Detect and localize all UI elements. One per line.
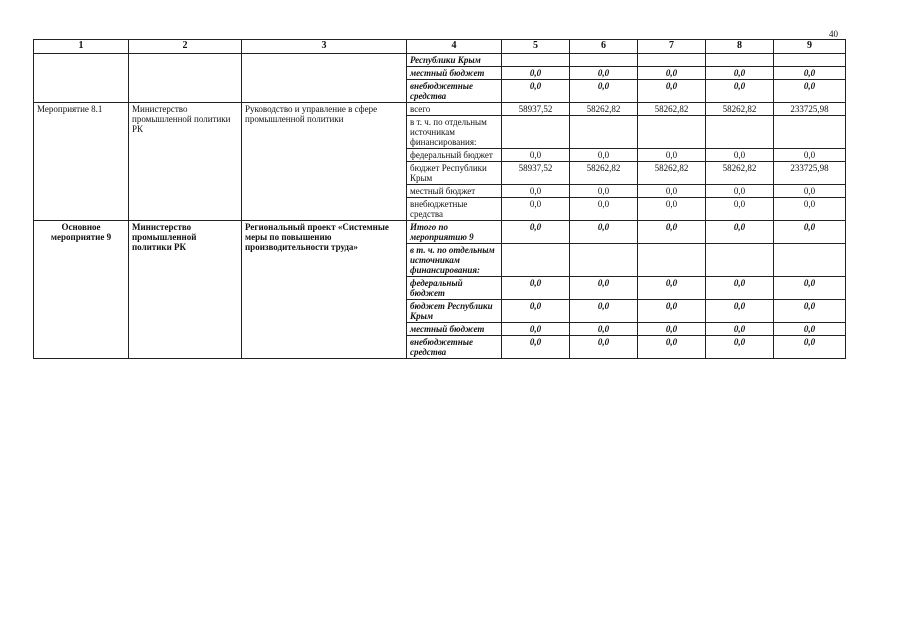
value-cell: 58262,82 — [706, 162, 774, 185]
value-cell: 0,0 — [774, 323, 846, 336]
value-cell: 58262,82 — [638, 103, 706, 116]
value-cell: 0,0 — [570, 323, 638, 336]
value-cell: 0,0 — [570, 80, 638, 103]
header-cell: 6 — [570, 40, 638, 54]
value-cell: 233725,98 — [774, 103, 846, 116]
value-cell: 0,0 — [570, 300, 638, 323]
source-cell: федеральный бюджет — [407, 149, 502, 162]
value-cell — [774, 54, 846, 67]
measure-executor-cell: Министерство промышленной политики РК — [129, 103, 242, 221]
value-cell: 0,0 — [570, 149, 638, 162]
value-cell: 0,0 — [502, 277, 570, 300]
value-cell: 0,0 — [638, 185, 706, 198]
source-cell: внебюджетные средства — [407, 80, 502, 103]
value-cell — [706, 244, 774, 277]
value-cell: 58937,52 — [502, 103, 570, 116]
source-cell: Итого по мероприятию 9 — [407, 221, 502, 244]
value-cell — [502, 244, 570, 277]
main-measure-name-cell: Основное мероприятие 9 — [34, 221, 129, 359]
source-cell: в т. ч. по отдельным источникам финансирования: — [407, 244, 502, 277]
value-cell — [706, 54, 774, 67]
value-cell — [570, 54, 638, 67]
continuation-title-cell — [242, 54, 407, 103]
value-cell: 0,0 — [774, 300, 846, 323]
value-cell: 58937,52 — [502, 162, 570, 185]
header-cell: 3 — [242, 40, 407, 54]
value-cell: 0,0 — [638, 277, 706, 300]
header-cell: 7 — [638, 40, 706, 54]
value-cell: 0,0 — [502, 323, 570, 336]
page-number: 40 — [829, 29, 838, 39]
value-cell: 0,0 — [774, 185, 846, 198]
value-cell: 0,0 — [570, 198, 638, 221]
header-cell: 2 — [129, 40, 242, 54]
header-cell: 1 — [34, 40, 129, 54]
value-cell: 0,0 — [774, 80, 846, 103]
value-cell: 0,0 — [706, 67, 774, 80]
value-cell: 0,0 — [502, 221, 570, 244]
source-cell: местный бюджет — [407, 67, 502, 80]
table-row — [34, 221, 846, 244]
header-cell: 4 — [407, 40, 502, 54]
value-cell: 0,0 — [638, 221, 706, 244]
value-cell: 0,0 — [774, 198, 846, 221]
value-cell — [502, 54, 570, 67]
value-cell: 0,0 — [638, 67, 706, 80]
value-cell: 0,0 — [706, 185, 774, 198]
value-cell: 0,0 — [638, 149, 706, 162]
measure-name-cell: Мероприятие 8.1 — [34, 103, 129, 221]
value-cell: 0,0 — [502, 149, 570, 162]
value-cell: 0,0 — [774, 221, 846, 244]
header-row — [34, 40, 846, 54]
value-cell: 0,0 — [502, 185, 570, 198]
value-cell: 0,0 — [502, 300, 570, 323]
value-cell: 58262,82 — [570, 162, 638, 185]
value-cell: 0,0 — [774, 149, 846, 162]
value-cell — [774, 244, 846, 277]
value-cell — [774, 116, 846, 149]
value-cell — [638, 116, 706, 149]
value-cell: 0,0 — [774, 67, 846, 80]
value-cell: 0,0 — [638, 300, 706, 323]
value-cell: 0,0 — [638, 80, 706, 103]
value-cell: 0,0 — [502, 198, 570, 221]
value-cell: 0,0 — [638, 323, 706, 336]
value-cell: 0,0 — [570, 221, 638, 244]
value-cell: 58262,82 — [570, 103, 638, 116]
value-cell: 0,0 — [706, 323, 774, 336]
source-cell: местный бюджет — [407, 185, 502, 198]
value-cell — [638, 244, 706, 277]
source-cell: Республики Крым — [407, 54, 502, 67]
value-cell: 58262,82 — [706, 103, 774, 116]
table-row — [34, 54, 846, 67]
header-cell: 9 — [774, 40, 846, 54]
value-cell — [638, 54, 706, 67]
value-cell: 0,0 — [774, 336, 846, 359]
main-measure-executor-cell: Министерство промышленной политики РК — [129, 221, 242, 359]
value-cell: 0,0 — [502, 67, 570, 80]
value-cell — [502, 116, 570, 149]
value-cell: 0,0 — [706, 221, 774, 244]
value-cell: 0,0 — [706, 149, 774, 162]
value-cell: 0,0 — [706, 198, 774, 221]
continuation-name-cell — [34, 54, 129, 103]
value-cell: 233725,98 — [774, 162, 846, 185]
value-cell: 58262,82 — [638, 162, 706, 185]
measure-title-cell: Руководство и управление в сфере промышленной политики — [242, 103, 407, 221]
value-cell: 0,0 — [570, 185, 638, 198]
value-cell: 0,0 — [570, 336, 638, 359]
header-cell: 8 — [706, 40, 774, 54]
value-cell: 0,0 — [570, 67, 638, 80]
value-cell: 0,0 — [570, 277, 638, 300]
source-cell: федеральный бюджет — [407, 277, 502, 300]
source-cell: в т. ч. по отдельным источникам финансирования: — [407, 116, 502, 149]
value-cell: 0,0 — [774, 277, 846, 300]
table-row — [34, 103, 846, 116]
value-cell — [706, 116, 774, 149]
source-cell: внебюджетные средства — [407, 198, 502, 221]
header-cell: 5 — [502, 40, 570, 54]
value-cell: 0,0 — [638, 198, 706, 221]
value-cell: 0,0 — [502, 80, 570, 103]
source-cell: всего — [407, 103, 502, 116]
source-cell: местный бюджет — [407, 323, 502, 336]
budget-table — [33, 39, 846, 359]
continuation-executor-cell — [129, 54, 242, 103]
value-cell: 0,0 — [706, 277, 774, 300]
value-cell: 0,0 — [706, 336, 774, 359]
source-cell: бюджет Республики Крым — [407, 162, 502, 185]
source-cell: бюджет Республики Крым — [407, 300, 502, 323]
source-cell: внебюджетные средства — [407, 336, 502, 359]
main-measure-title-cell: Региональный проект «Системные меры по повышению производительности труда» — [242, 221, 407, 359]
value-cell: 0,0 — [706, 300, 774, 323]
value-cell: 0,0 — [502, 336, 570, 359]
value-cell — [570, 116, 638, 149]
value-cell: 0,0 — [638, 336, 706, 359]
value-cell: 0,0 — [706, 80, 774, 103]
value-cell — [570, 244, 638, 277]
